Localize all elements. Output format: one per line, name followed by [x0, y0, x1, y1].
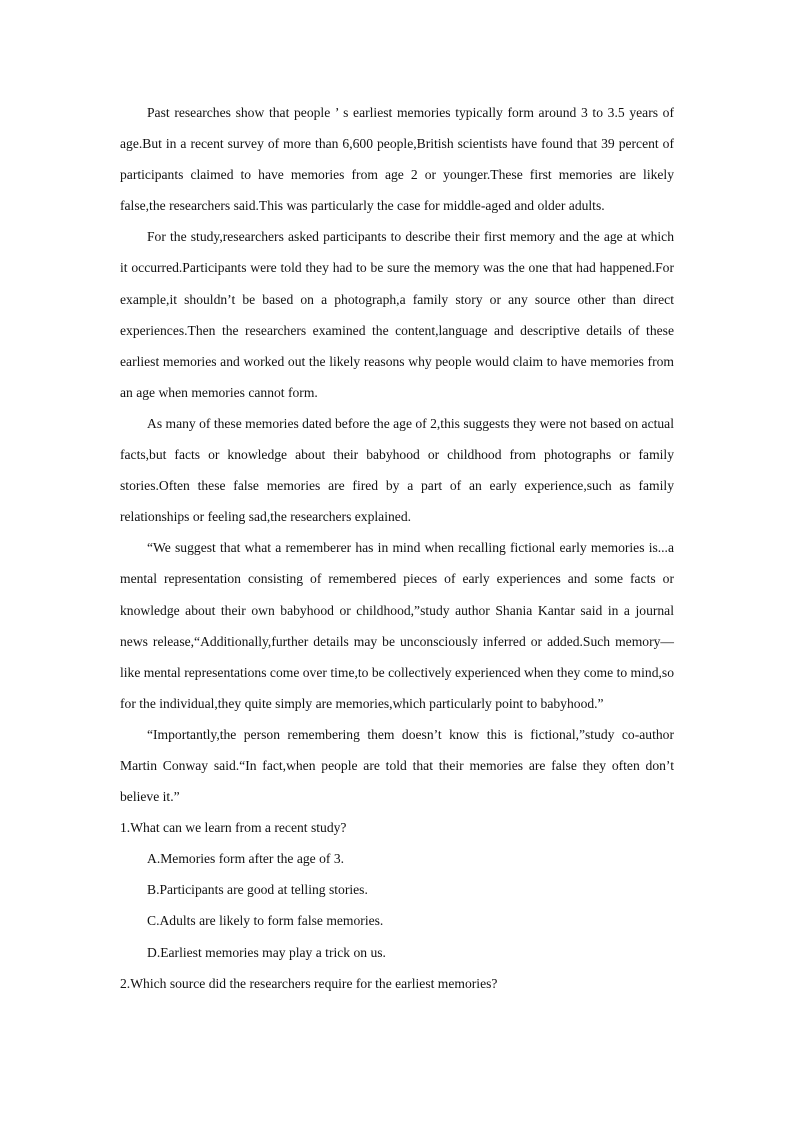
question-1 [120, 812, 674, 967]
document-page [120, 97, 674, 999]
question-1-option-d: D.Earliest memories may play a trick on us. [147, 944, 386, 960]
question-1-option-c: C.Adults are likely to form false memories. [147, 913, 384, 929]
question-2 [120, 968, 674, 999]
passage-paragraph-4: “We suggest that what a rememberer has in mind when recalling fictional early memories is...a mental representation consisting of remembered pieces of early experiences and some facts or knowledge about their own babyhood or childhood,”study author Shania Kantar said in a journal news release,“Additionally,further details may be unconsciously inferred or added.Such memory—like mental representations come over time,to be collectively experienced when they come to mind,so for the individual,they quite simply are memories,which particularly point to babyhood.” [120, 540, 674, 711]
reading-passage [120, 97, 674, 812]
question-1-option-a: A.Memories form after the age of 3. [147, 851, 345, 867]
passage-paragraph-2: For the study,researchers asked participants to describe their first memory and the age at which it occurred.Participants were told they had to be sure the memory was the one that had happened.For example,it shouldn’t be based on a photograph,a family story or any source other than direct experiences.Then the researchers examined the content,language and descriptive details of these earliest memories and worked out the likely reasons why people would claim to have memories from an age when memories cannot form. [120, 229, 674, 400]
passage-paragraph-1: Past researches show that people ’ s earliest memories typically form around 3 to 3.5 years of age.But in a recent survey of more than 6,600 people,British scientists have found that 39 percent of participants claimed to have memories from age 2 or younger.These first memories are likely false,the researchers said.This was particularly the case for middle-aged and older adults. [120, 105, 674, 214]
passage-paragraph-3: As many of these memories dated before the age of 2,this suggests they were not based on actual facts,but facts or knowledge about their babyhood or childhood from photographs or family stories.Often these false memories are fired by a part of an early experience,such as family relationships or feeling sad,the researchers explained. [120, 415, 674, 525]
question-2-stem: 2.Which source did the researchers require for the earliest memories? [120, 975, 498, 991]
question-1-option-b: B.Participants are good at telling stories. [147, 882, 368, 898]
question-1-stem: 1.What can we learn from a recent study? [120, 820, 347, 836]
passage-paragraph-5: “Importantly,the person remembering them doesn’t know this is fictional,”study co-author Martin Conway said.“In fact,when people are told that their memories are false they often don’t believe it.” [120, 726, 674, 805]
